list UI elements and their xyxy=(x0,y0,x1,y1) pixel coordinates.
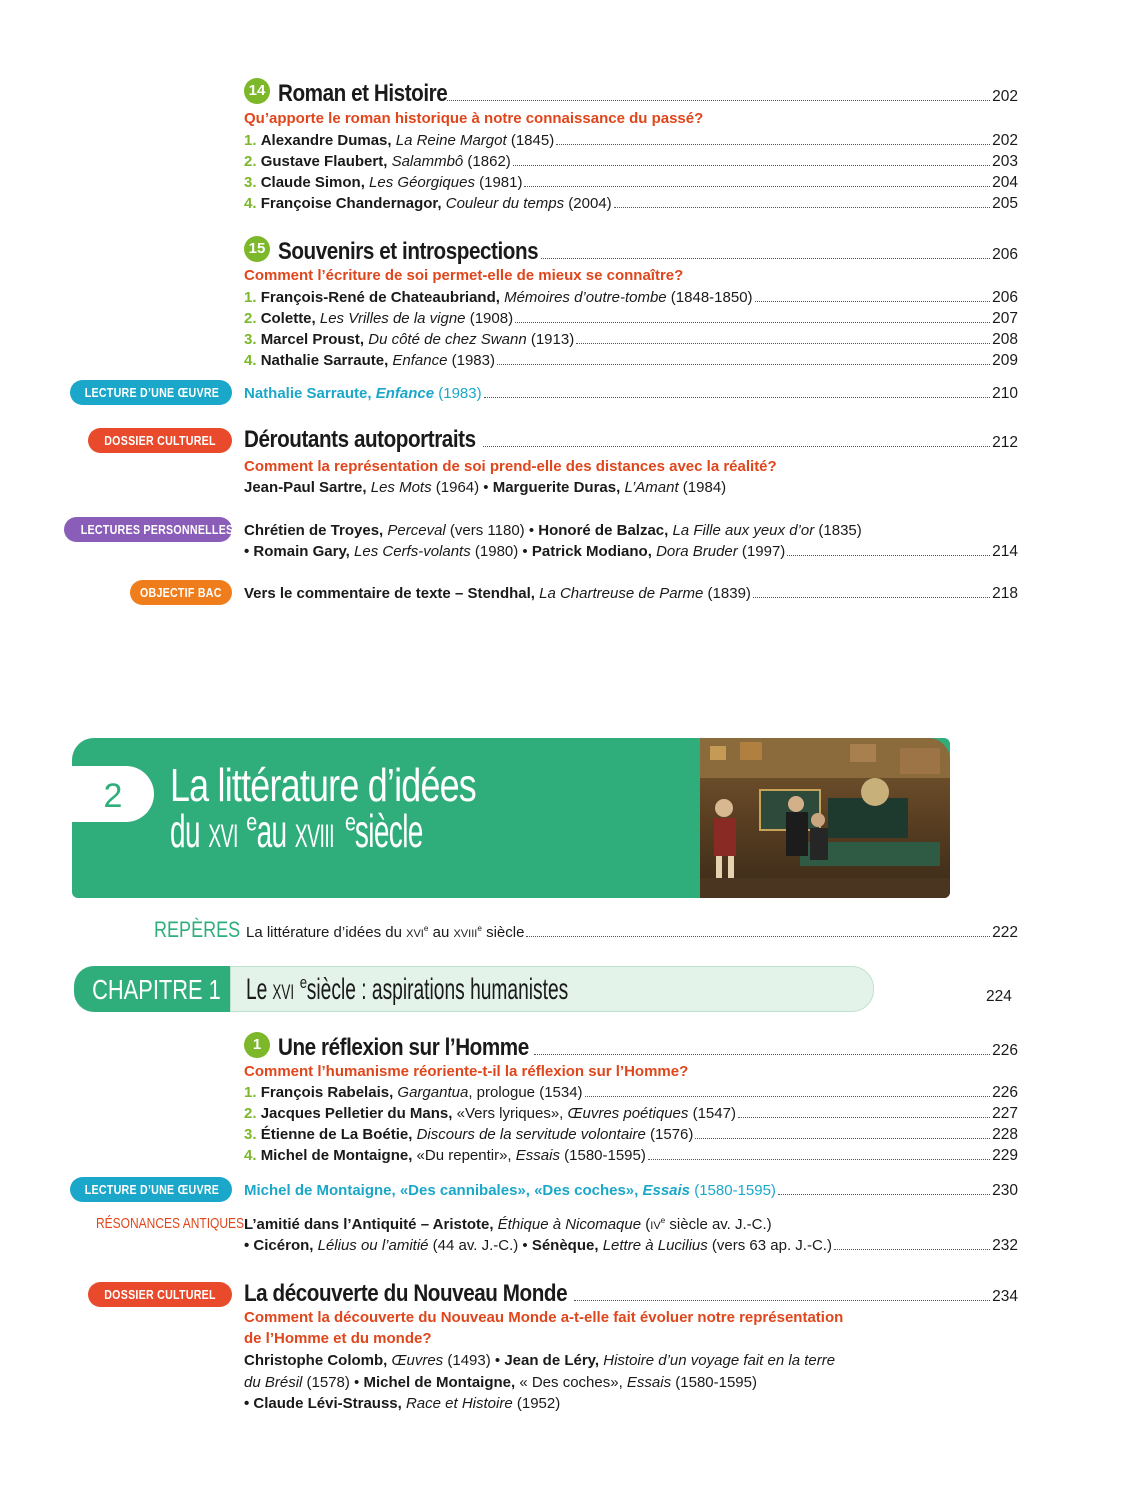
toc-entry-text: 3. Étienne de La Boétie, Discours de la servitude volontaire (1576) xyxy=(244,1126,694,1143)
works-list: L’amitié dans l’Antiquité – Aristote, Éthique à Nicomaque ($iv^e$ siècle av. J.-C.) xyxy=(244,1216,772,1233)
chapter-title: Lexvi $^e$siècle : aspirations humanistes xyxy=(246,973,569,1006)
toc-entry[interactable] xyxy=(246,922,1018,944)
leader-dots xyxy=(755,300,991,302)
page-number: 208 xyxy=(992,331,1018,348)
lectures-personnelles-badge: LECTURES PERSONNELLES xyxy=(64,517,232,542)
works-list: Chrétien de Troyes, Perceval (vers 1180) • Honoré de Balzac, La Fille aux yeux d’or (1835) xyxy=(244,522,862,539)
leader-dots xyxy=(497,363,990,365)
works-list: Christophe Colomb, Œuvres (1493) • Jean de Léry, Histoire d’un voyage fait en la terre xyxy=(244,1352,836,1369)
toc-entry-text: 1. François Rabelais, Gargantua, prologue (1534) xyxy=(244,1084,583,1101)
toc-entry[interactable] xyxy=(244,1103,1018,1125)
leader-dots xyxy=(556,143,990,145)
page-number: 230 xyxy=(992,1182,1018,1199)
leader-dots xyxy=(515,321,990,323)
leader-dots xyxy=(778,1193,990,1195)
leader-dots xyxy=(534,1053,991,1055)
toc-entry-text: 3. Claude Simon, Les Géorgiques (1981) xyxy=(244,174,523,191)
part-number: 2 xyxy=(72,766,154,822)
toc-entry[interactable] xyxy=(244,541,1018,563)
leader-dots xyxy=(695,1137,990,1139)
toc-entry-text: • Cicéron, Lélius ou l’amitié (44 av. J.-C.) • Sénèque, Lettre à Lucilius (vers 63 ap. J.-C.) xyxy=(244,1237,832,1254)
lecture-oeuvre-badge: LECTURE D’UNE ŒUVRE xyxy=(70,380,232,405)
page-number: 207 xyxy=(992,310,1018,327)
toc-entry-text: 2. Gustave Flaubert, Salammbô (1862) xyxy=(244,153,511,170)
toc-entry-text: 2. Jacques Pelletier du Mans, «Vers lyriques», Œuvres poétiques (1547) xyxy=(244,1105,736,1122)
lecture-oeuvre-badge: LECTURE D’UNE ŒUVRE xyxy=(70,1177,232,1202)
page-number: 203 xyxy=(992,153,1018,170)
leader-dots xyxy=(648,1158,990,1160)
toc-entry-text: Vers le commentaire de texte – Stendhal, La Chartreuse de Parme (1839) xyxy=(244,585,751,602)
toc-entry[interactable] xyxy=(244,308,1018,330)
toc-entry[interactable] xyxy=(244,1145,1018,1167)
part-illustration xyxy=(700,738,950,898)
page-number: 210 xyxy=(992,385,1018,402)
works-list: du Brésil (1578) • Michel de Montaigne, « Des coches», Essais (1580-1595) xyxy=(244,1374,757,1391)
toc-entry[interactable] xyxy=(244,383,1018,405)
page-number: 218 xyxy=(992,585,1018,602)
leader-dots xyxy=(787,554,990,556)
toc-entry-text: 4. Michel de Montaigne, «Du repentir», Essais (1580-1595) xyxy=(244,1147,646,1164)
leader-dots xyxy=(447,99,990,101)
works-list: • Claude Lévi-Strauss, Race et Histoire (1952) xyxy=(244,1395,561,1412)
section-heading-row[interactable] xyxy=(278,80,1018,108)
leader-dots xyxy=(585,1095,991,1097)
page-number: 224 xyxy=(986,988,1012,1005)
section-title: Souvenirs et introspections xyxy=(278,238,539,265)
page-number: 229 xyxy=(992,1147,1018,1164)
works-list: Jean-Paul Sartre, Les Mots (1964) • Marguerite Duras, L’Amant (1984) xyxy=(244,479,727,496)
section-title: La découverte du Nouveau Monde xyxy=(244,1280,568,1307)
leader-dots xyxy=(541,257,991,259)
part-title: La littérature d’idées duxvi $^e$auxviii $^e$siècle xyxy=(170,759,476,857)
toc-entry-text: La littérature d’idées du xvi$^e$ au xviii$^e$ siècle xyxy=(246,924,525,941)
leader-dots xyxy=(526,935,990,937)
section-title: Déroutants autoportraits xyxy=(244,426,476,453)
reperes-label: REPÈRES xyxy=(154,917,241,942)
leader-dots xyxy=(513,164,990,166)
section-question: Comment la découverte du Nouveau Monde a-t-elle fait évoluer notre représentation xyxy=(244,1309,844,1326)
toc-entry-text: 3. Marcel Proust, Du côté de chez Swann (1913) xyxy=(244,331,575,348)
page-number: 226 xyxy=(992,1042,1018,1059)
page-number: 202 xyxy=(992,88,1018,105)
section-question: Comment la représentation de soi prend-elle des distances avec la réalité? xyxy=(244,458,777,475)
objectif-bac-badge: OBJECTIF BAC xyxy=(130,580,232,605)
page-number: 202 xyxy=(992,132,1018,149)
page-number: 205 xyxy=(992,195,1018,212)
leader-dots xyxy=(574,1299,990,1301)
leader-dots xyxy=(738,1116,990,1118)
leader-dots xyxy=(483,445,990,447)
toc-entry[interactable] xyxy=(244,1082,1018,1104)
toc-entry-text: • Romain Gary, Les Cerfs-volants (1980) • Patrick Modiano, Dora Bruder (1997) xyxy=(244,543,786,560)
section-heading-row[interactable] xyxy=(278,1034,1018,1062)
page-number: 214 xyxy=(992,543,1018,560)
leader-dots xyxy=(834,1248,990,1250)
section-heading-row[interactable] xyxy=(278,238,1018,266)
section-heading-row[interactable] xyxy=(244,426,1018,454)
dossier-culturel-badge: DOSSIER CULTUREL xyxy=(88,1282,232,1307)
toc-entry-text: 1. François-René de Chateaubriand, Mémoires d’outre-tombe (1848-1850) xyxy=(244,289,753,306)
page-number: 209 xyxy=(992,352,1018,369)
toc-entry-text: 2. Colette, Les Vrilles de la vigne (1908) xyxy=(244,310,514,327)
toc-entry[interactable] xyxy=(244,1124,1018,1146)
toc-entry[interactable] xyxy=(244,350,1018,372)
section-title: Roman et Histoire xyxy=(278,80,448,107)
section-question-cont: de l’Homme et du monde? xyxy=(244,1330,432,1347)
toc-entry[interactable] xyxy=(244,1180,1018,1202)
toc-entry[interactable] xyxy=(244,130,1018,152)
section-heading-row[interactable] xyxy=(244,1280,1018,1308)
page-number: 227 xyxy=(992,1105,1018,1122)
section-question: Comment l’humanisme réoriente-t-il la réflexion sur l’Homme? xyxy=(244,1063,689,1080)
toc-entry-text: Michel de Montaigne, «Des cannibales», «Des coches», Essais (1580-1595) xyxy=(244,1182,776,1199)
toc-entry[interactable] xyxy=(244,151,1018,173)
page-number: 206 xyxy=(992,289,1018,306)
page-number: 212 xyxy=(992,434,1018,451)
toc-entry-text: 1. Alexandre Dumas, La Reine Margot (1845) xyxy=(244,132,555,149)
chapter-number-badge: 15 xyxy=(244,236,270,262)
toc-entry[interactable] xyxy=(244,583,1018,605)
page-number: 222 xyxy=(992,924,1018,941)
section-title: Une réflexion sur l’Homme xyxy=(278,1034,529,1061)
toc-entry-text: Nathalie Sarraute, Enfance (1983) xyxy=(244,385,482,402)
toc-entry[interactable] xyxy=(244,287,1018,309)
chapter-number-badge: 1 xyxy=(244,1032,270,1058)
toc-entry[interactable] xyxy=(244,172,1018,194)
chapter-number-badge: 14 xyxy=(244,78,270,104)
painting-image xyxy=(700,738,950,898)
dossier-culturel-badge: DOSSIER CULTUREL xyxy=(88,428,232,453)
toc-entry[interactable] xyxy=(244,329,1018,351)
toc-entry[interactable] xyxy=(244,1235,1018,1257)
page-number: 234 xyxy=(992,1288,1018,1305)
leader-dots xyxy=(524,185,990,187)
leader-dots xyxy=(753,596,990,598)
section-question: Comment l’écriture de soi permet-elle de mieux se connaître? xyxy=(244,267,684,284)
section-question: Qu’apporte le roman historique à notre connaissance du passé? xyxy=(244,110,704,127)
toc-entry[interactable] xyxy=(244,193,1018,215)
page-number: 232 xyxy=(992,1237,1018,1254)
resonances-label: RÉSONANCES ANTIQUES xyxy=(96,1215,245,1232)
leader-dots xyxy=(576,342,990,344)
page-number: 206 xyxy=(992,246,1018,263)
leader-dots xyxy=(484,396,991,398)
chapter-label[interactable]: CHAPITRE 1 xyxy=(74,966,230,1012)
toc-entry-text: 4. Nathalie Sarraute, Enfance (1983) xyxy=(244,352,495,369)
leader-dots xyxy=(614,206,990,208)
page-number: 204 xyxy=(992,174,1018,191)
toc-entry-text: 4. Françoise Chandernagor, Couleur du temps (2004) xyxy=(244,195,612,212)
page-number: 228 xyxy=(992,1126,1018,1143)
page-number: 226 xyxy=(992,1084,1018,1101)
